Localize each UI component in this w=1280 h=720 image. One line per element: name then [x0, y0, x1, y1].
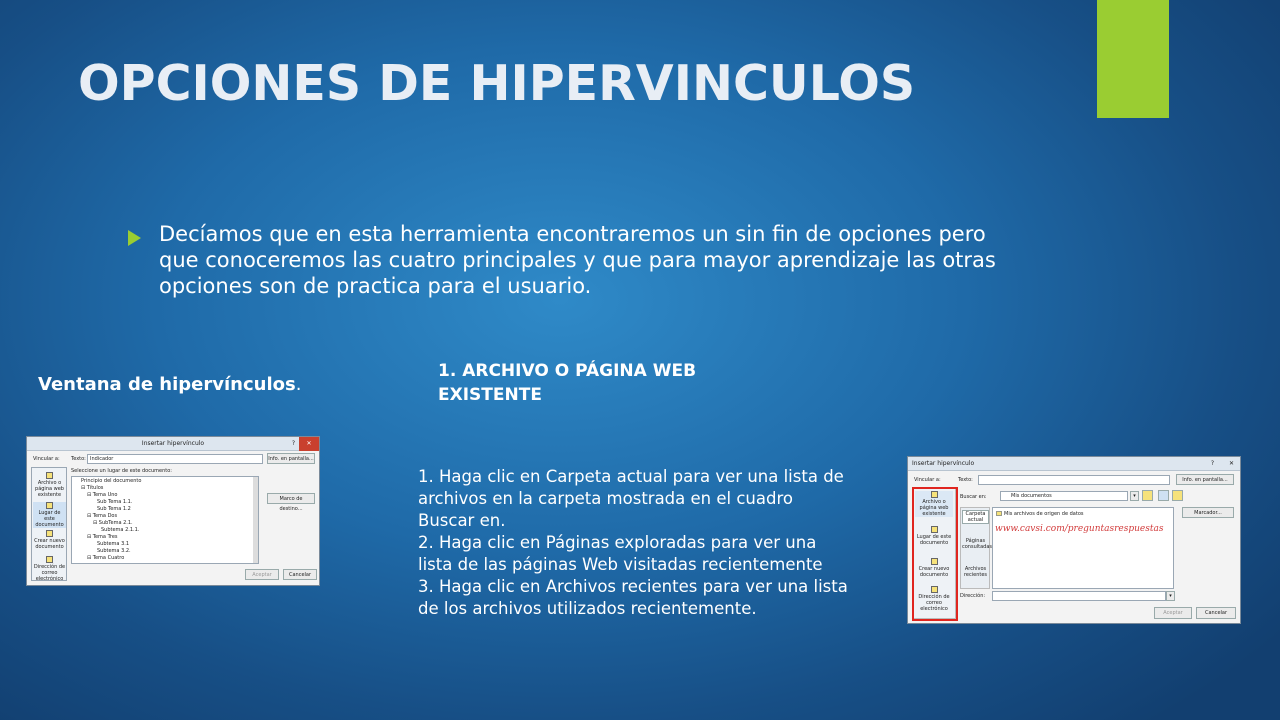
caption-period: .: [295, 374, 302, 395]
dialog2-titlebar: [908, 457, 1240, 471]
section-heading: 1. ARCHIVO O PÁGINA WEB EXISTENTE: [438, 361, 697, 405]
browse-web-icon[interactable]: [1158, 490, 1169, 501]
new-document-icon: [46, 530, 53, 537]
help-icon[interactable]: ?: [1210, 460, 1214, 467]
address-input[interactable]: [992, 591, 1166, 601]
cancel-button[interactable]: Cancelar: [1196, 607, 1236, 619]
tree-item[interactable]: Subtema 2.1.1.: [101, 527, 140, 533]
link-to-label: Vincular a:: [33, 456, 60, 462]
nav-new-document[interactable]: Crear nuevo documento: [915, 558, 953, 578]
search-in-select[interactable]: Mis documentos: [1000, 491, 1128, 501]
file-icon: [46, 472, 53, 479]
text-input[interactable]: [978, 475, 1170, 485]
document-icon: [46, 502, 53, 509]
tree-item[interactable]: Principio del documento: [81, 478, 142, 484]
nav-existing-file[interactable]: Archivo o página web existente: [915, 491, 953, 517]
file-list[interactable]: [992, 507, 1174, 589]
email-icon: [46, 556, 53, 563]
tree-scrollbar[interactable]: [253, 477, 258, 563]
nav-email[interactable]: Dirección de correo electrónico: [915, 586, 953, 612]
accent-bar: [1097, 0, 1169, 118]
dialog1-titlebar: [27, 437, 319, 451]
caption-hyperlink-window: [38, 374, 301, 395]
link-to-nav: [31, 467, 67, 581]
tree-item[interactable]: ⊟ SubTema 2.1.: [93, 520, 133, 526]
select-place-label: Seleccione un lugar de este documento:: [71, 468, 172, 474]
subnav-browsed-pages[interactable]: Páginas consultadas: [962, 538, 993, 550]
subnav: [960, 507, 993, 589]
bullet-arrow-icon: [128, 230, 141, 246]
watermark-text: www.cavsi.com/preguntasrespuestas: [995, 524, 1164, 534]
tree-item[interactable]: ⊟ Tema Uno: [87, 492, 118, 498]
insert-hyperlink-dialog-2: [907, 456, 1241, 624]
subnav-recent-files[interactable]: Archivos recientes: [963, 566, 988, 578]
bullet-text: Decíamos que en esta herramienta encontraremos un sin fin de opciones pero que conoceremos las cuatro principales y que para mayor aprendizaje las otras opciones son de practica para el usuario.: [159, 222, 996, 298]
slide-title: OPCIONES DE HIPERVINCULOS: [78, 55, 916, 112]
tree-item[interactable]: Sub Tema 1.1.: [97, 499, 133, 505]
link-to-label: Vincular a:: [914, 477, 941, 483]
step-1: 1. Haga clic en Carpeta actual para ver una lista de archivos en la carpeta mostrada en el cuadro Buscar en.: [418, 467, 844, 530]
insert-hyperlink-dialog-1: [26, 436, 320, 586]
nav-existing-file[interactable]: Archivo o página web existente: [33, 472, 66, 498]
browse-file-icon[interactable]: [1172, 490, 1183, 501]
steps-list: [418, 466, 848, 620]
chevron-down-icon[interactable]: ▾: [1166, 591, 1175, 601]
cancel-button[interactable]: Cancelar: [283, 569, 317, 580]
nav-place-in-document[interactable]: Lugar de este documento: [915, 526, 953, 546]
file-item[interactable]: Mis archivos de origen de datos: [996, 511, 1083, 518]
screen-tip-button[interactable]: Info. en pantalla...: [267, 453, 315, 464]
close-icon[interactable]: ✕: [1228, 460, 1234, 467]
step-2: 2. Haga clic en Páginas exploradas para ver una lista de las páginas Web visitadas recientemente: [418, 533, 823, 574]
text-input[interactable]: Indicador: [87, 454, 263, 464]
nav-email[interactable]: Dirección de correo electrónico: [33, 556, 66, 582]
caption-text: Ventana de hipervínculos: [38, 374, 296, 395]
search-in-label: Buscar en:: [960, 494, 987, 500]
nav-new-document[interactable]: Crear nuevo documento: [33, 530, 66, 550]
bookmark-button[interactable]: Marcador...: [1182, 507, 1234, 518]
text-label: Texto:: [958, 477, 973, 483]
tree-item[interactable]: ⊟ Tema Dos: [87, 513, 118, 519]
frame-button[interactable]: Marco de destino...: [267, 493, 315, 504]
help-icon[interactable]: ?: [291, 440, 295, 447]
close-icon[interactable]: ✕: [299, 437, 319, 451]
screen-tip-button[interactable]: Info. en pantalla...: [1176, 474, 1234, 485]
subnav-current-folder[interactable]: Carpeta actual: [962, 510, 989, 524]
folder-up-icon[interactable]: [1142, 490, 1153, 501]
nav-place-in-document[interactable]: Lugar de este documento: [33, 502, 66, 528]
dialog2-title: Insertar hipervínculo: [912, 460, 975, 467]
address-label: Dirección:: [960, 593, 986, 599]
accept-button[interactable]: Aceptar: [245, 569, 279, 580]
document-tree[interactable]: [71, 476, 259, 564]
dialog1-title: Insertar hipervínculo: [141, 440, 205, 447]
tree-item[interactable]: Subtema 3.1: [97, 541, 130, 547]
tree-item[interactable]: ⊟ Tema Cuatro: [87, 555, 125, 561]
step-3: 3. Haga clic en Archivos recientes para ver una lista de los archivos utilizados recientemente.: [418, 577, 848, 618]
text-label: Texto:: [71, 456, 86, 462]
tree-item[interactable]: Sub Tema 1.2: [97, 506, 131, 512]
folder-icon: [996, 511, 1002, 516]
bullet-point: [128, 221, 1028, 299]
chevron-down-icon[interactable]: ▾: [1130, 491, 1139, 501]
highlight-box: [912, 487, 958, 621]
tree-item[interactable]: ⊟ Tema Tres: [87, 534, 118, 540]
accept-button[interactable]: Aceptar: [1154, 607, 1192, 619]
tree-item[interactable]: ⊟ Títulos: [81, 485, 104, 491]
tree-item[interactable]: Subtema 3.2.: [97, 548, 131, 554]
